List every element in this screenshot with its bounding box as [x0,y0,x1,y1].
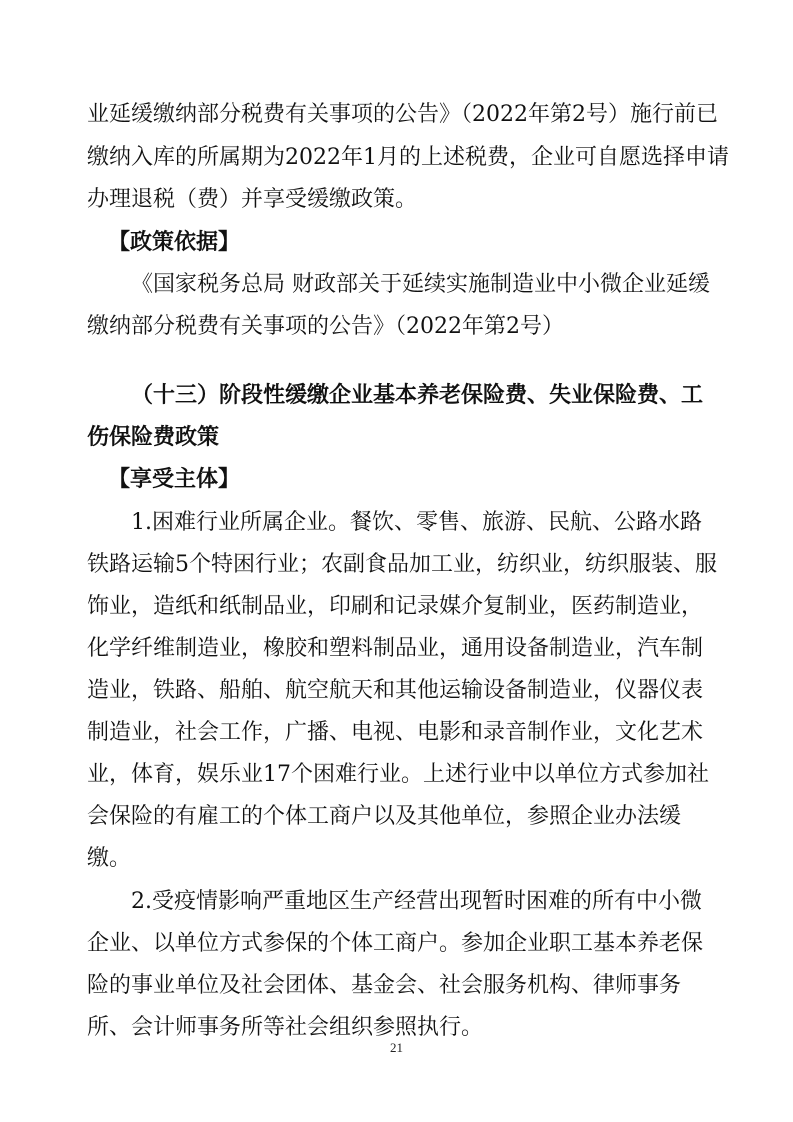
item1-line-9: 缴。 [87,846,132,871]
intro-line-2: 缴纳入库的所属期为2022年1月的上述税费，企业可自愿选择申请 [87,145,729,170]
item1-line-3: 饰业，造纸和纸制品业，印刷和记录媒介复制业，医药制造业， [87,594,704,619]
section-title-line-2: 伤保险费政策 [87,425,220,450]
page-number: 21 [390,1040,403,1055]
item1-line-4: 化学纤维制造业，橡胶和塑料制品业，通用设备制造业，汽车制 [87,636,704,661]
item1-line-2: 铁路运输5个特困行业；农副食品加工业，纺织业，纺织服装、服 [87,552,717,577]
item2-line-1: 2.受疫情影响严重地区生产经营出现暂时困难的所有中小微 [131,889,702,914]
item1-line-6: 制造业，社会工作，广播、电视、电影和录音制作业，文化艺术 [87,720,704,745]
intro-line-1: 业延缓缴纳部分税费有关事项的公告》（2022年第2号）施行前已 [87,102,718,127]
policy-basis-heading: 【政策依据】 [108,230,241,255]
item1-line-5: 造业，铁路、船舶、航空航天和其他运输设备制造业，仪器仪表 [87,678,704,703]
item1-line-8: 会保险的有雇工的个体工商户以及其他单位，参照企业办法缓 [87,804,682,829]
item2-line-3: 险的事业单位及社会团体、基金会、社会服务机构、律师事务 [87,973,682,998]
beneficiary-heading: 【享受主体】 [108,467,241,492]
policy-basis-line-1: 《国家税务总局 财政部关于延续实施制造业中小微企业延缓 [131,272,710,297]
item1-line-7: 业，体育，娱乐业17个困难行业。上述行业中以单位方式参加社 [87,762,709,787]
section-title-line-1: （十三）阶段性缓缴企业基本养老保险费、失业保险费、工 [131,383,704,408]
item2-line-2: 企业、以单位方式参保的个体工商户。参加企业职工基本养老保 [87,931,704,956]
item1-line-1: 1.困难行业所属企业。餐饮、零售、旅游、民航、公路水路 [131,510,702,535]
intro-line-3: 办理退税（费）并享受缓缴政策。 [87,187,418,212]
item2-line-4: 所、会计师事务所等社会组织参照执行。 [87,1015,484,1040]
policy-basis-line-2: 缴纳部分税费有关事项的公告》（2022年第2号） [87,314,564,339]
